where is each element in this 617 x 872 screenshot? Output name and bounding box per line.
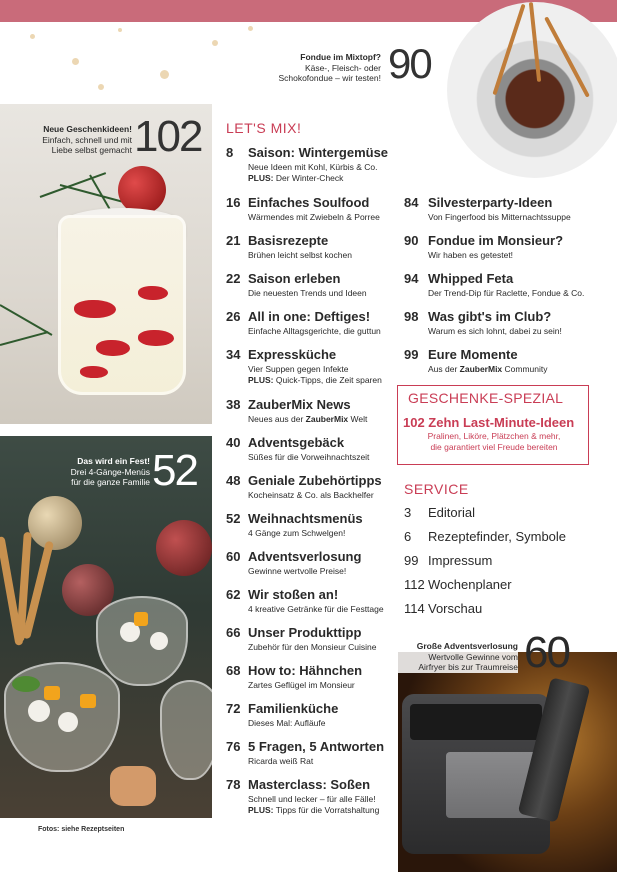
mozzarella-ball: [58, 712, 78, 732]
toc-subtitle-text: Neues aus der: [248, 414, 306, 424]
toc-title: Einfaches Soulfood: [248, 195, 370, 210]
toc-title: Saison erleben: [248, 271, 341, 286]
promo-line: Wertvolle Gewinne vom: [428, 651, 518, 662]
toc-title: 5 Fragen, 5 Antworten: [248, 739, 385, 754]
fondue-fork: [544, 16, 590, 97]
fest-page-number[interactable]: 52: [152, 446, 197, 495]
toc-subtitle: [248, 718, 325, 728]
gift-page-number[interactable]: 102: [134, 112, 202, 161]
berry-swirl: [96, 340, 130, 356]
toc-page-number: 52: [226, 511, 241, 526]
plus-label: PLUS:: [248, 375, 274, 385]
toc-title: How to: Hähnchen: [248, 663, 363, 678]
salad-glass: [160, 680, 212, 780]
brand-name: ZauberMix: [305, 414, 349, 424]
toc-page-number: 68: [226, 663, 241, 678]
photo-credit: Fotos: siehe Rezeptseiten: [38, 826, 125, 833]
toc-subtitle: [428, 326, 562, 336]
toc-title: Whipped Feta: [428, 271, 514, 286]
service-title: Wochenplaner: [428, 577, 512, 592]
toc-subtitle: [428, 288, 584, 298]
toc-subtitle-text: Süßes für die Vorweihnachtszeit: [248, 452, 370, 462]
toc-page-number: 62: [226, 587, 241, 602]
toc-subtitle-text: Gewinne wertvolle Preise!: [248, 566, 347, 576]
toc-plus-line: [248, 805, 379, 815]
toc-subtitle: [428, 250, 513, 260]
toc-page-number: 26: [226, 309, 241, 324]
toc-subtitle-text: 4 Gänge zum Schwelgen!: [248, 528, 346, 538]
toc-plus-line: [248, 173, 343, 183]
airfryer-display: [410, 704, 542, 740]
service-page-number: 114: [404, 601, 425, 616]
plus-label: PLUS:: [248, 805, 274, 815]
toc-title: Masterclass: Soßen: [248, 777, 371, 792]
service-page-number: 99: [404, 553, 419, 568]
toc-subtitle-text: Der Trend-Dip für Raclette, Fondue & Co.: [428, 288, 585, 298]
toc-page-number: 94: [404, 271, 419, 286]
toc-subtitle-text: Einfache Alltagsgerichte, die guttun: [248, 326, 381, 336]
toc-title: All in one: Deftiges!: [248, 309, 371, 324]
toc-page-number: 21: [226, 233, 241, 248]
gold-ornament: [28, 496, 82, 550]
toc-title: Eure Momente: [428, 347, 518, 362]
brand-name: ZauberMix: [459, 364, 503, 374]
service-title: Rezeptefinder, Symbole: [428, 529, 567, 544]
fest-teaser-title: Das wird ein Fest!: [77, 456, 150, 466]
toc-subtitle: [248, 414, 367, 424]
berry-swirl: [138, 330, 174, 346]
berry-swirl: [138, 286, 168, 300]
toc-subtitle: [248, 680, 355, 690]
toc-title: Wir stoßen an!: [248, 587, 339, 602]
service-page-number: 3: [404, 505, 412, 520]
geschenke-sub-line: die garantiert viel Freude bereiten: [430, 442, 558, 452]
toc-page-number: 84: [404, 195, 419, 210]
toc-title: Familienküche: [248, 701, 339, 716]
berry-swirl: [80, 366, 108, 378]
toc-page-number: 38: [226, 397, 241, 412]
plus-label: PLUS:: [248, 173, 274, 183]
toc-subtitle: [248, 212, 380, 222]
fondue-teaser-line: Käse-, Fleisch- oder: [304, 62, 381, 73]
mango-piece: [80, 694, 96, 708]
fest-teaser-line: für die ganze Familie: [71, 477, 150, 487]
toc-subtitle-text: Wir haben es getestet!: [428, 250, 514, 260]
toc-page-number: 8: [226, 145, 234, 160]
toc-page-number: 16: [226, 195, 241, 210]
toc-subtitle-text: Neue Ideen mit Kohl, Kürbis & Co.: [248, 162, 378, 172]
toc-plus-text: Der Winter-Check: [273, 173, 344, 183]
toc-page-number: 40: [226, 435, 241, 450]
toc-page-number: 90: [404, 233, 419, 248]
toc-page-number: 66: [226, 625, 241, 640]
sparkle-decoration: [30, 34, 35, 39]
toc-subtitle: [248, 250, 352, 260]
promo-line: Airfryer bis zur Traumreise: [418, 662, 518, 672]
sparkle-decoration: [212, 40, 218, 46]
geschenke-spezial-entry[interactable]: 102 Zehn Last-Minute-Ideen: [403, 415, 575, 430]
service-title: Impressum: [428, 553, 493, 568]
toc-subtitle: [248, 364, 349, 374]
red-ornament: [156, 520, 212, 576]
toc-subtitle: [248, 756, 313, 766]
promo-page-number[interactable]: 60: [524, 628, 569, 677]
toc-subtitle: [428, 212, 571, 222]
salad-leaf: [12, 676, 40, 692]
service-title: Editorial: [428, 505, 475, 520]
toc-subtitle-text: Zartes Geflügel im Monsieur: [248, 680, 355, 690]
gift-teaser-line: Einfach, schnell und mit: [42, 134, 132, 145]
toc-page-number: 76: [226, 739, 241, 754]
toc-subtitle-text: Community: [502, 364, 548, 374]
toc-subtitle-text: Kocheinsatz & Co. als Backhelfer: [248, 490, 374, 500]
toc-subtitle-text: Dieses Mal: Aufläufe: [248, 718, 326, 728]
toc-subtitle: [248, 566, 346, 576]
toc-subtitle: [248, 794, 376, 804]
letsmix-heading: LET'S MIX!: [226, 120, 302, 136]
toc-title: ZauberMix News: [248, 397, 351, 412]
service-page-number: 112: [404, 577, 425, 592]
salad-glass: [96, 596, 188, 686]
toc-subtitle: [248, 528, 345, 538]
toc-title: Saison: Wintergemüse: [248, 145, 389, 160]
toc-title: Silvesterparty-Ideen: [428, 195, 553, 210]
fondue-fork: [492, 4, 525, 96]
service-title: Vorschau: [428, 601, 483, 616]
toc-title: Adventsgebäck: [248, 435, 345, 450]
toc-title: Unser Produkttipp: [248, 625, 362, 640]
toc-plus-text: Quick-Tipps, die Zeit sparen: [273, 375, 382, 385]
promo-teaser: [398, 641, 518, 673]
toc-page-number: 34: [226, 347, 241, 362]
toc-page-number: 99: [404, 347, 419, 362]
toc-subtitle: [248, 162, 377, 172]
toc-subtitle-text: Zubehör für den Monsieur Cuisine: [248, 642, 377, 652]
toc-page-number: 78: [226, 777, 241, 792]
sparkle-decoration: [118, 28, 122, 32]
mango-piece: [44, 686, 60, 700]
mozzarella-ball: [150, 632, 168, 650]
mozzarella-ball: [28, 700, 50, 722]
toc-subtitle: [248, 288, 367, 298]
pine-needle: [0, 331, 49, 346]
fondue-teaser: [201, 52, 381, 84]
toc-page-number: 98: [404, 309, 419, 324]
gift-teaser: [26, 124, 132, 156]
fest-teaser-line: Drei 4-Gänge-Menüs: [70, 466, 150, 477]
toc-page-number: 72: [226, 701, 241, 716]
toc-subtitle-text: 4 kreative Getränke für die Festtage: [248, 604, 384, 614]
fondue-teaser-line: Schokofondue – wir testen!: [278, 73, 381, 83]
toc-subtitle: [248, 604, 384, 614]
toc-title: Basisrezepte: [248, 233, 329, 248]
star-cookie: [110, 766, 156, 806]
toc-title: Weihnachtsmenüs: [248, 511, 363, 526]
toc-subtitle: [248, 490, 374, 500]
berry-swirl: [74, 300, 116, 318]
toc-page-number: 48: [226, 473, 241, 488]
toc-page-number: 22: [226, 271, 241, 286]
toc-subtitle: [248, 452, 369, 462]
toc-plus-line: [248, 375, 382, 385]
service-heading: SERVICE: [404, 481, 469, 497]
service-page-number: 6: [404, 529, 412, 544]
geschenke-sub-line: Pralinen, Liköre, Plätzchen & mehr,: [427, 431, 561, 441]
fest-teaser: [48, 456, 150, 488]
sparkle-decoration: [98, 84, 104, 90]
toc-subtitle-text: Ricarda weiß Rat: [248, 756, 314, 766]
fondue-photo: [447, 2, 617, 178]
promo-title: Große Adventsverlosung: [416, 641, 518, 651]
toc-subtitle: [248, 642, 377, 652]
toc-subtitle-text: Vier Suppen gegen Infekte: [248, 364, 349, 374]
toc-subtitle-text: Brühen leicht selbst kochen: [248, 250, 352, 260]
fondue-teaser-title: Fondue im Mixtopf?: [300, 52, 381, 62]
toc-title: Expressküche: [248, 347, 337, 362]
fondue-page-number[interactable]: 90: [388, 40, 431, 87]
toc-title: Adventsverlosung: [248, 549, 362, 564]
gift-teaser-title: Neue Geschenkideen!: [43, 124, 132, 134]
toc-subtitle-text: Von Fingerfood bis Mitternachtssuppe: [428, 212, 571, 222]
toc-page-number: 60: [226, 549, 241, 564]
toc-subtitle: [248, 326, 381, 336]
gift-teaser-line: Liebe selbst gemacht: [51, 145, 132, 155]
geschenke-spezial-heading: GESCHENKE-SPEZIAL: [404, 390, 567, 406]
toc-subtitle-text: Schnell und lecker – für alle Fälle!: [248, 794, 376, 804]
sparkle-decoration: [72, 58, 79, 65]
toc-subtitle-text: Wärmendes mit Zwiebeln & Porree: [248, 212, 380, 222]
toc-title: Geniale Zubehörtipps: [248, 473, 382, 488]
toc-title: Was gibt's im Club?: [428, 309, 552, 324]
geschenke-spezial-sub: [404, 431, 584, 453]
fondue-fork: [529, 2, 541, 82]
toc-title: Fondue im Monsieur?: [428, 233, 564, 248]
red-ornament: [118, 166, 166, 214]
toc-plus-text: Tipps für die Vorratshaltung: [273, 805, 380, 815]
toc-subtitle-text: Welt: [348, 414, 368, 424]
toc-subtitle-text: Die neuesten Trends und Ideen: [248, 288, 367, 298]
sparkle-decoration: [160, 70, 169, 79]
toc-subtitle-text: Aus der: [428, 364, 460, 374]
toc-subtitle: [428, 364, 548, 374]
sparkle-decoration: [248, 26, 253, 31]
toc-subtitle-text: Warum es sich lohnt, dabei zu sein!: [428, 326, 562, 336]
mango-piece: [134, 612, 148, 626]
